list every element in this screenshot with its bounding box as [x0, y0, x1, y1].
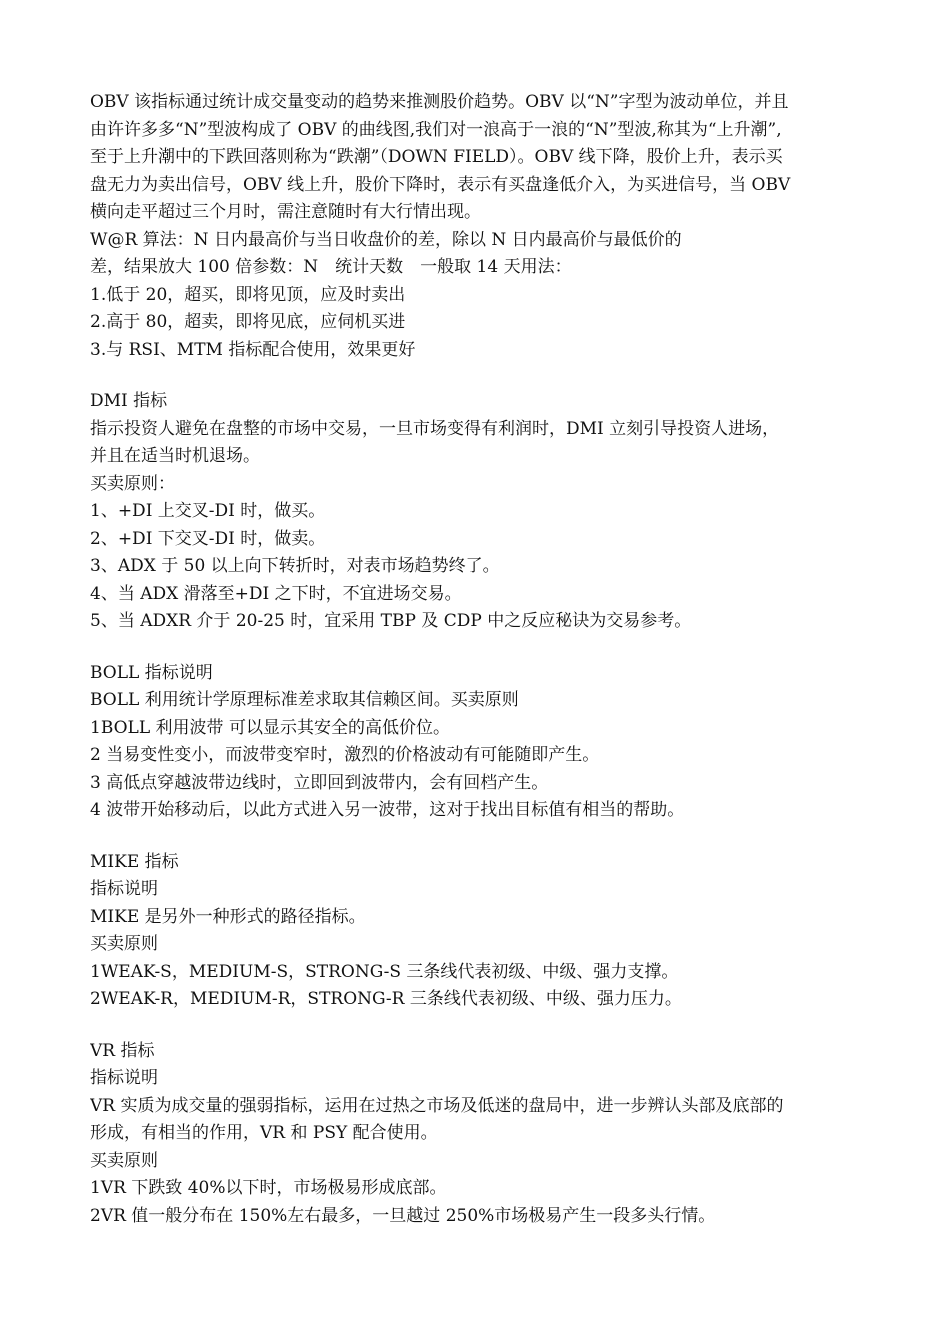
list-item: 3.与 RSI、MTM 指标配合使用，效果更好 — [90, 339, 416, 360]
section-gap — [90, 1014, 862, 1038]
list-item: 1、+DI 上交叉-DI 时，做买。 — [90, 501, 326, 521]
list-item: 1WEAK-S，MEDIUM-S，STRONG-S 三条线代表初级、中级、强力支撑。 — [90, 961, 679, 982]
subheading: 买卖原则： — [90, 473, 175, 494]
paragraph-line: BOLL 利用统计学原理标准差求取其信赖区间。买卖原则 — [90, 690, 519, 710]
list-item: 3 高低点穿越波带边线时，立即回到波带内，会有回档产生。 — [90, 772, 549, 793]
paragraph-line: W@R 算法：N 日内最高价与当日收盘价的差，除以 N 日内最高价与最低价的 — [90, 229, 682, 250]
paragraph-line: VR 实质为成交量的强弱指标，运用在过热之市场及低迷的盘局中，进一步辨认头部及底部的 — [90, 1095, 784, 1116]
list-item: 2 当易变性变小，而波带变窄时，激烈的价格波动有可能随即产生。 — [90, 745, 600, 765]
paragraph-line: 横向走平超过三个月时，需注意随时有大行情出现。 — [90, 202, 481, 222]
paragraph-line: 形成，有相当的作用，VR 和 PSY 配合使用。 — [90, 1123, 438, 1143]
subheading: 指标说明 — [90, 1068, 158, 1088]
section-gap — [90, 636, 862, 660]
paragraph-line: OBV 该指标通过统计成交量变动的趋势来推测股价趋势。OBV 以“N”字型为波动单位，并且 — [90, 92, 789, 112]
list-item: 4 波带开始移动后，以此方式进入另一波带，这对于找出目标值有相当的帮助。 — [90, 800, 685, 820]
list-item: 1VR 下跌致 40%以下时，市场极易形成底部。 — [90, 1178, 447, 1198]
section-vr — [90, 1038, 862, 1231]
section-gap — [90, 825, 862, 849]
list-item: 2、+DI 下交叉-DI 时，做卖。 — [90, 528, 326, 549]
paragraph-line: MIKE 是另外一种形式的路径指标。 — [90, 906, 366, 927]
subheading: 买卖原则 — [90, 934, 158, 954]
section-mike — [90, 849, 862, 1014]
section-heading: DMI 指标 — [90, 391, 168, 411]
paragraph-line: 由许许多多“N”型波构成了 OBV 的曲线图,我们对一浪高于一浪的“N”型波,称其为“上升潮”, — [90, 119, 782, 140]
section-obv-wr — [90, 89, 862, 364]
document-page — [90, 89, 862, 1230]
subheading: 买卖原则 — [90, 1150, 158, 1171]
list-item: 3、ADX 于 50 以上向下转折时，对表市场趋势终了。 — [90, 556, 500, 576]
paragraph-line: 并且在适当时机退场。 — [90, 446, 260, 466]
paragraph-line: 差，结果放大 100 倍参数：N 统计天数 一般取 14 天用法： — [90, 257, 572, 277]
list-item: 2VR 值一般分布在 150%左右最多，一旦越过 250%市场极易产生一段多头行情。 — [90, 1205, 716, 1226]
section-boll — [90, 660, 862, 825]
section-dmi — [90, 388, 862, 636]
paragraph-line: 盘无力为卖出信号，OBV 线上升，股价下降时，表示有买盘逢低介入，为买进信号，当 OBV — [90, 174, 791, 195]
section-gap — [90, 364, 862, 388]
list-item: 2WEAK-R，MEDIUM-R，STRONG-R 三条线代表初级、中级、强力压力。 — [90, 989, 682, 1009]
paragraph-line: 指示投资人避免在盘整的市场中交易，一旦市场变得有利润时，DMI 立刻引导投资人进场， — [90, 418, 780, 439]
paragraph-line: 至于上升潮中的下跌回落则称为“跌潮”（DOWN FIELD）。OBV 线下降，股价上升，表示买 — [90, 147, 783, 167]
section-heading: VR 指标 — [90, 1040, 155, 1061]
subheading: 指标说明 — [90, 879, 158, 899]
section-heading: MIKE 指标 — [90, 851, 179, 872]
list-item: 1BOLL 利用波带 可以显示其安全的高低价位。 — [90, 717, 450, 738]
list-item: 5、当 ADXR 介于 20-25 时，宜采用 TBP 及 CDP 中之反应秘诀为交易参考。 — [90, 611, 692, 631]
section-heading: BOLL 指标说明 — [90, 662, 213, 683]
list-item: 1.低于 20，超买，即将见顶，应及时卖出 — [90, 284, 406, 305]
list-item: 2.高于 80，超卖，即将见底，应伺机买进 — [90, 312, 406, 332]
list-item: 4、当 ADX 滑落至+DI 之下时，不宜进场交易。 — [90, 583, 462, 604]
